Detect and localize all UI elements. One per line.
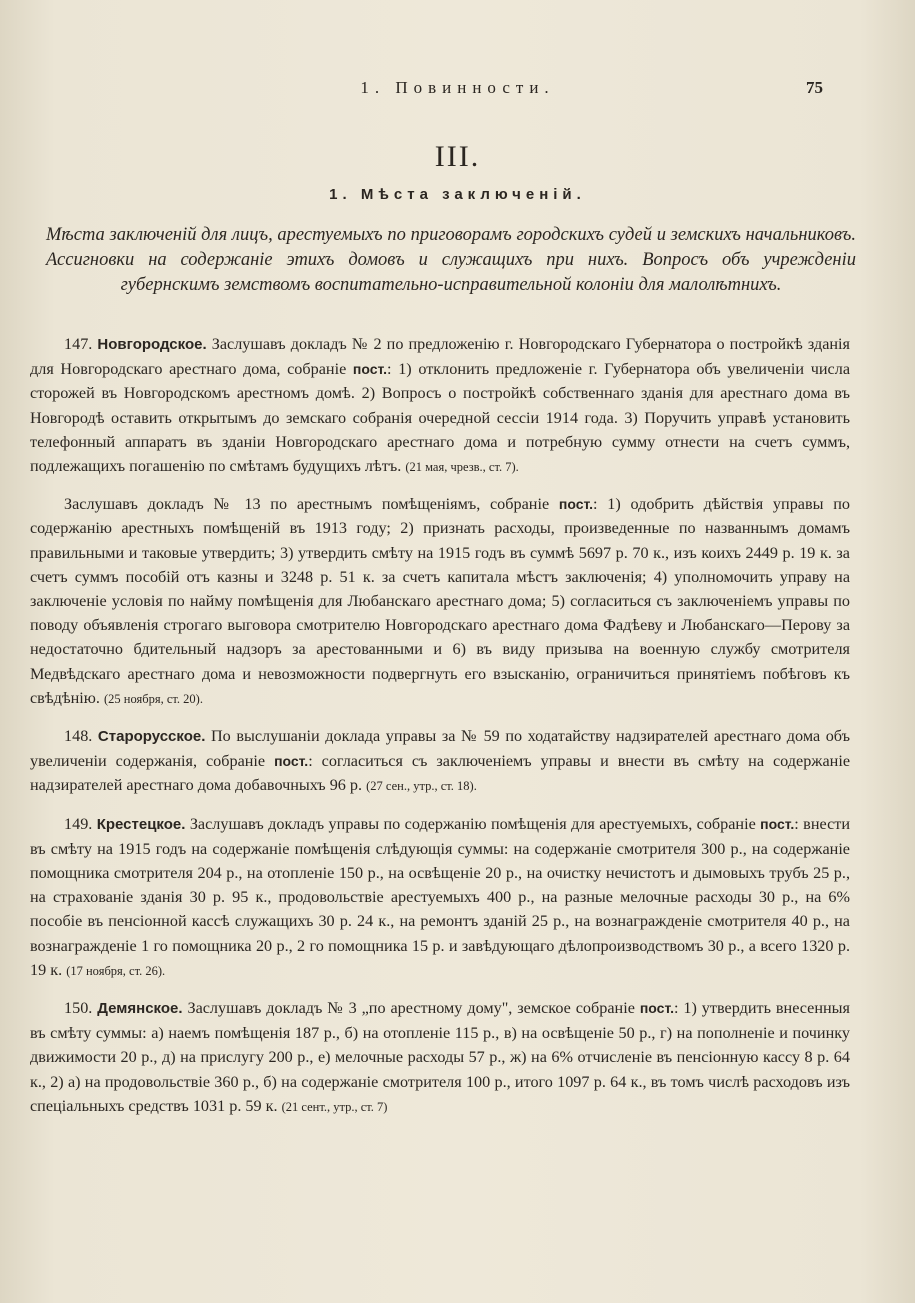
subject-summary: Мѣста заключеній для лицъ, арестуемыхъ по приговорамъ городскихъ судей и земскихъ начальниковъ. Ассигновки на содержаніе этихъ домовъ и служащихъ при нихъ. Вопросъ объ учрежденіи губернскимъ земствомъ воспитательно-исправительной колоніи для малолѣтнихъ. bbox=[46, 225, 856, 295]
entry-text: Заслушавъ докладъ № 3 „по арестному дому", земское собраніе bbox=[187, 999, 635, 1018]
place-name: Новгородское. bbox=[97, 336, 207, 353]
entry-paragraph bbox=[30, 492, 850, 711]
place-name: Старорусское. bbox=[97, 728, 206, 746]
place-name: Крестецкое. bbox=[96, 815, 186, 833]
page-number: 75 bbox=[806, 78, 823, 97]
entry-number: 147. bbox=[64, 335, 93, 353]
section-numeral: III. bbox=[434, 140, 481, 173]
entry-paragraph bbox=[30, 812, 850, 983]
entry-text: : 1) отклонить предложеніе г. Губернатора объ увеличеніи числа сторожей въ Новгородскомъ арестномъ домѣ. 2) Вопросъ о постройкѣ собственнаго зданія для арестнаго дома въ Новгородѣ оставить открытымъ до земскаго собранія очередной сессіи 1914 года. 3) Поручить управѣ установить телефонный аппаратъ въ зданіи Новгородскаго арестнаго дома и потребную сумму отнести на счетъ суммъ, подлежащихъ погашенію по смѣтамъ будущихъ лѣтъ. bbox=[30, 360, 851, 476]
entry-text: Заслушавъ докладъ № 2 по предложенію г. Новгородскаго Губернатора о постройкѣ зданія для Новгородскаго арестнаго дома, собраніе bbox=[30, 335, 851, 379]
citation: (17 ноября, ст. 26). bbox=[66, 963, 166, 978]
running-header bbox=[0, 78, 915, 102]
resolution-marker: пост. bbox=[639, 1000, 674, 1017]
entry-paragraph bbox=[30, 996, 850, 1119]
entry-number: 148. bbox=[64, 727, 93, 746]
resolution-marker: пост. bbox=[558, 496, 594, 513]
entry-text: Заслушавъ докладъ № 13 по арестнымъ помѣщеніямъ, собраніе bbox=[64, 495, 550, 514]
entry-text: : 1) одобрить дѣйствія управы по содержанію арестныхъ помѣщеній въ 1913 году; 2) признать расходы, произведенные по названнымъ домамъ правильными и таковые утвердить; 3) утвердить смѣту на 1915 годъ въ суммѣ 5697 р. 70 к., изъ коихъ 2449 р. 19 к. за счетъ суммъ пособій отъ казны и 3248 р. 51 к. за счетъ капитала мѣстъ заключенія; 4) уполномочить управу на заключеніе условія по найму помѣщенія для Любанскаго арестнаго дома; 5) согласиться съ заключеніемъ управы по поводу объявленія строгаго выговора смотрителю Новгородскаго арестнаго дома Фадѣеву и Любанскаго—Перову за недостаточно бдительный надзоръ за арестованными и 6) въ виду призыва на военную службу смотрителя Медвѣдскаго арестнаго дома и невозможности подвергнуть его взысканію, ограничиться принятіемъ побѣговъ къ свѣдѣнію. bbox=[30, 495, 850, 707]
resolution-marker: пост. bbox=[760, 815, 795, 832]
entry-text: : внести въ смѣту на 1915 годъ на содержаніе помѣщенія слѣдующія суммы: на содержаніе смотрителя 300 р., на содержаніе помощника смотрителя 204 р., на отопленіе 150 р., на освѣщеніе 20 р., на очистку нечистотъ и дымовыхъ трубъ 25 р., на страхованіе зданія 30 р. 95 к., продовольствіе арестуемыхъ 400 р., на разные мелочные расходы 30 р., на 6% пособіе въ пенсіонной кассѣ служащихъ 30 р. 24 к., на ремонтъ зданій 25 р., на вознагражденіе смотрителя 40 р., на вознагражденіе 1 го помощника 20 р., 2 го помощника 15 р. и завѣдующаго дѣлопроизводствомъ 30 р., а всего 1320 р. 19 к. bbox=[30, 814, 850, 979]
citation: (25 ноября, ст. 20). bbox=[104, 691, 203, 706]
entry-text: : 1) утвердить внесенныя въ смѣту суммы: а) наемъ помѣщенія 187 р., б) на отопленіе 115 р., в) на освѣщеніе 50 р., г) на пополненіе и починку движимости 20 р., д) на прислугу 200 р., е) мелочные расходы 57 р., ж) на 6% отчисленіе въ пенсіонную кассу 8 р. 64 к., 2) а) на продовольствіе 360 р., б) на содержаніе смотрителя 100 р., итого 1097 р. 64 к., въ томъ числѣ расходовъ изъ спеціальныхъ средствъ 1031 р. 59 к. bbox=[30, 999, 850, 1115]
place-name: Демянское. bbox=[97, 1000, 183, 1018]
entry-text: По выслушаніи доклада управы за № 59 по ходатайству надзирателей арестнаго дома объ увеличеніи содержанія, собраніе bbox=[30, 727, 851, 771]
body-text bbox=[30, 332, 850, 1132]
entry-paragraph bbox=[30, 332, 850, 479]
citation: (21 мая, чрезв., ст. 7). bbox=[405, 460, 519, 475]
resolution-marker: пост. bbox=[352, 361, 388, 378]
citation: (27 сен., утр., ст. 18). bbox=[366, 779, 477, 794]
entry-number: 150. bbox=[64, 999, 93, 1018]
section-heading: 1. Мѣста заключеній. bbox=[329, 186, 586, 203]
resolution-marker: пост. bbox=[274, 753, 309, 770]
citation: (21 сент., утр., ст. 7) bbox=[281, 1099, 388, 1114]
entry-text: : согласиться съ заключеніемъ управы и внести въ смѣту на содержаніе надзирателей арестнаго дома добавочныхъ 96 р. bbox=[30, 752, 851, 795]
entry-paragraph bbox=[30, 724, 850, 799]
entry-text: Заслушавъ докладъ управы по содержанію помѣщенія для арестуемыхъ, собраніе bbox=[189, 814, 756, 833]
running-title: 1. Повинности. bbox=[360, 78, 555, 97]
entry-number: 149. bbox=[64, 814, 93, 833]
